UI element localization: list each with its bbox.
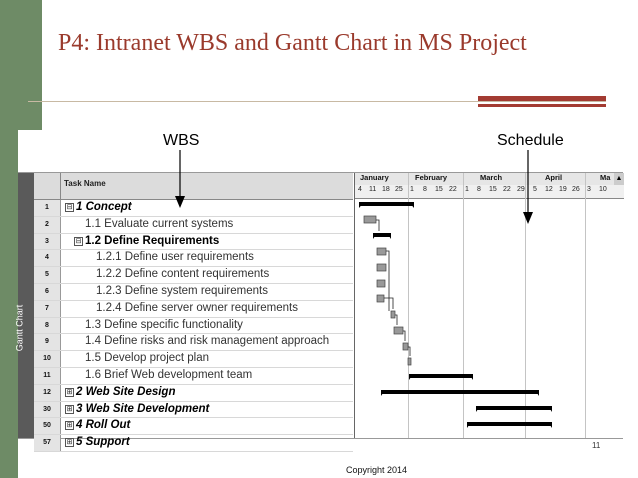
task-bar-project-plan bbox=[403, 343, 408, 350]
week-label: 8 bbox=[423, 186, 427, 193]
week-label: 26 bbox=[572, 186, 580, 193]
expand-toggle-icon[interactable]: ⊞ bbox=[66, 405, 73, 413]
gantt-bars-layer bbox=[355, 173, 624, 438]
copyright-text: Copyright 2014 bbox=[346, 465, 408, 475]
week-label: 25 bbox=[395, 186, 403, 193]
task-id: 7 bbox=[34, 301, 61, 317]
task-row[interactable] bbox=[34, 351, 353, 368]
scroll-up-icon[interactable]: ▲ bbox=[614, 173, 624, 185]
task-row[interactable] bbox=[34, 368, 353, 385]
week-label: 10 bbox=[599, 186, 607, 193]
expand-toggle-icon[interactable]: ⊞ bbox=[66, 422, 73, 430]
task-row[interactable] bbox=[34, 385, 353, 402]
task-id: 2 bbox=[34, 217, 61, 233]
gantt-view-tab[interactable] bbox=[14, 173, 34, 438]
week-label: 4 bbox=[358, 186, 362, 193]
task-bar-brief-team bbox=[408, 358, 411, 365]
task-name: 1.1 Evaluate current systems bbox=[85, 217, 234, 230]
collapse-toggle-icon[interactable]: ⊟ bbox=[66, 204, 73, 211]
collapse-toggle-icon[interactable]: ⊟ bbox=[75, 237, 82, 245]
summary-bar-rollout bbox=[476, 406, 552, 412]
title-underline bbox=[28, 101, 606, 102]
task-bar-content-req bbox=[377, 264, 386, 271]
schedule-pointer-arrow bbox=[518, 150, 538, 228]
task-id: 50 bbox=[34, 418, 61, 434]
summary-bar-development bbox=[381, 390, 539, 396]
dependency-links bbox=[376, 220, 410, 356]
task-id: 6 bbox=[34, 284, 61, 300]
week-label: 19 bbox=[559, 186, 567, 193]
summary-bar-support bbox=[467, 422, 552, 428]
task-name: 1.2.1 Define user requirements bbox=[96, 251, 254, 264]
task-row[interactable] bbox=[34, 217, 353, 234]
task-name: 4 Roll Out bbox=[76, 419, 131, 432]
task-row[interactable] bbox=[34, 402, 353, 419]
task-row[interactable] bbox=[34, 200, 353, 217]
week-label: 18 bbox=[382, 186, 390, 193]
week-label: 8 bbox=[477, 186, 481, 193]
task-name: 1.2 Define Requirements bbox=[85, 234, 220, 247]
decorative-rule-bottom bbox=[478, 104, 606, 107]
task-name: 1.2.2 Define content requirements bbox=[96, 268, 270, 281]
task-id: 4 bbox=[34, 250, 61, 266]
task-id: 10 bbox=[34, 351, 61, 367]
task-id: 8 bbox=[34, 318, 61, 334]
gantt-timeline[interactable] bbox=[354, 173, 624, 438]
summary-bar-design bbox=[409, 374, 473, 380]
task-bar-server-req bbox=[377, 295, 384, 302]
task-id: 3 bbox=[34, 234, 61, 250]
summary-bar-requirements bbox=[373, 233, 391, 239]
week-label: 22 bbox=[503, 186, 511, 193]
task-row[interactable] bbox=[34, 234, 353, 251]
summary-bar-concept bbox=[359, 202, 414, 208]
task-row[interactable] bbox=[34, 267, 353, 284]
task-id: 5 bbox=[34, 267, 61, 283]
schedule-callout-label: Schedule bbox=[497, 132, 564, 149]
expand-toggle-icon[interactable]: ⊞ bbox=[66, 388, 73, 396]
task-id: 30 bbox=[34, 402, 61, 418]
task-name: 1 Concept bbox=[76, 201, 132, 213]
task-bar-evaluate bbox=[364, 216, 376, 223]
week-label: 15 bbox=[435, 186, 443, 193]
task-name: 3 Web Site Development bbox=[76, 402, 210, 415]
decorative-rule-top bbox=[478, 96, 606, 101]
task-name: 1.2.4 Define server owner requirements bbox=[96, 301, 298, 314]
task-bar-risks bbox=[394, 327, 403, 334]
task-grid-rows bbox=[34, 200, 353, 452]
expand-toggle-icon[interactable]: ⊞ bbox=[66, 439, 73, 447]
week-label: 29 bbox=[517, 186, 525, 193]
task-row[interactable] bbox=[34, 250, 353, 267]
task-id: 9 bbox=[34, 334, 61, 350]
task-name: 1.6 Brief Web development team bbox=[85, 368, 253, 381]
gantt-view-label: Gantt Chart bbox=[14, 304, 25, 352]
task-name: 2 Web Site Design bbox=[76, 385, 176, 398]
task-row[interactable] bbox=[34, 284, 353, 301]
id-column-header bbox=[34, 173, 61, 199]
week-label: 5 bbox=[533, 186, 537, 193]
task-name: 1.4 Define risks and risk management approach bbox=[85, 335, 330, 348]
page-number: 11 bbox=[592, 441, 601, 450]
task-row[interactable] bbox=[34, 435, 353, 452]
task-row[interactable] bbox=[34, 301, 353, 318]
task-bar-system-req bbox=[377, 280, 385, 287]
month-label: April bbox=[545, 173, 563, 182]
task-name: 1.5 Develop project plan bbox=[85, 352, 210, 365]
task-row[interactable] bbox=[34, 418, 353, 435]
task-bar-user-req bbox=[377, 248, 386, 255]
month-label: February bbox=[415, 173, 448, 182]
task-grid-header bbox=[34, 173, 353, 200]
slide-title: P4: Intranet WBS and Gantt Chart in MS Project bbox=[58, 30, 527, 56]
week-label: 15 bbox=[489, 186, 497, 193]
task-name-column-header[interactable]: Task Name bbox=[64, 179, 106, 188]
left-accent-notch bbox=[18, 130, 42, 158]
task-name: 5 Support bbox=[76, 436, 130, 449]
week-label: 22 bbox=[449, 186, 457, 193]
wbs-callout-label: WBS bbox=[163, 132, 200, 149]
task-name: 1.3 Define specific functionality bbox=[85, 318, 243, 331]
week-label: 12 bbox=[545, 186, 553, 193]
task-id: 57 bbox=[34, 435, 61, 451]
task-id: 1 bbox=[34, 200, 61, 216]
month-label: Ma bbox=[600, 173, 611, 182]
month-label: January bbox=[360, 173, 389, 182]
week-label: 3 bbox=[587, 186, 591, 193]
week-label: 11 bbox=[369, 186, 377, 193]
task-row[interactable] bbox=[34, 318, 353, 335]
month-label: March bbox=[480, 173, 503, 182]
task-row[interactable] bbox=[34, 334, 353, 351]
task-id: 11 bbox=[34, 368, 61, 384]
week-label: 1 bbox=[410, 186, 414, 193]
left-accent-strip bbox=[0, 0, 42, 130]
task-bar-functionality bbox=[391, 311, 395, 318]
week-label: 1 bbox=[465, 186, 469, 193]
wbs-pointer-arrow bbox=[170, 150, 190, 210]
task-id: 12 bbox=[34, 385, 61, 401]
task-name: 1.2.3 Define system requirements bbox=[96, 284, 268, 297]
